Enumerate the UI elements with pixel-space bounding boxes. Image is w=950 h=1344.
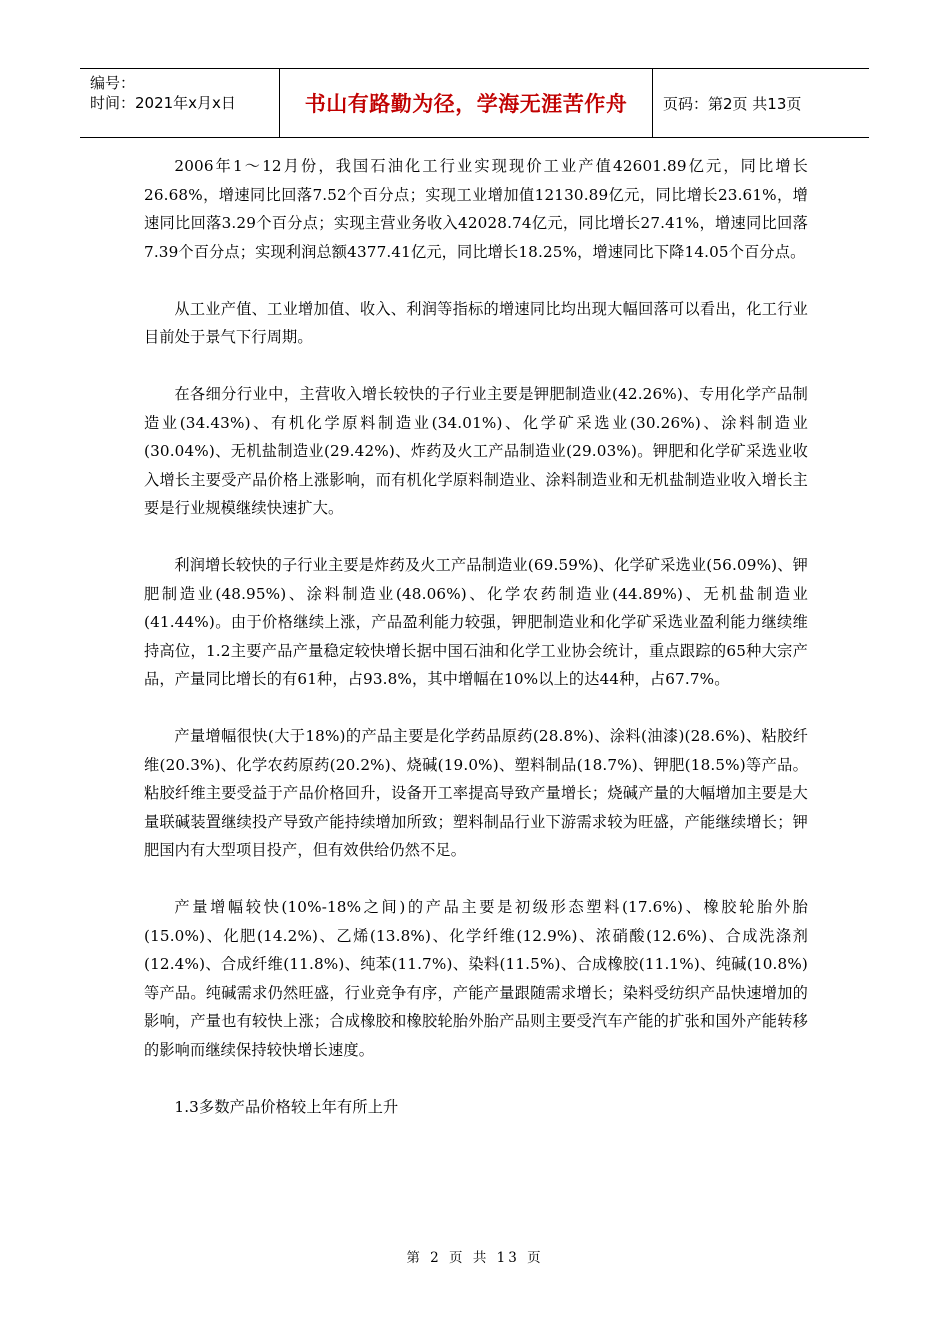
serial-label: 编号：: [90, 74, 136, 92]
header-motto: 书山有路勤为径，学海无涯苦作舟: [280, 69, 653, 137]
section-heading: 1.3多数产品价格较上年有所上升: [174, 1097, 399, 1116]
paragraph-2: 从工业产值、工业增加值、收入、利润等指标的增速同比均出现大幅回落可以看出，化工行业目前处于景气下行周期。: [144, 299, 808, 346]
paragraph-5: 产量增幅很快(大于18%)的产品主要是化学药品原药(28.8%)、涂料(油漆)(28.6%)、粘胶纤维(20.3%)、化学农药原药(20.2%)、烧碱(19.0%)、塑料制品(18.7%)、钾肥(18.5%)等产品。粘胶纤维主要受益于产品价格回升，设备开工率提高导致产量增长；烧碱产量的大幅增加主要是大量联碱装置继续投产导致产能持续增加所致；塑料制品行业下游需求较为旺盛，产能继续增长；钾肥国内有大型项目投产，但有效供给仍然不足。: [144, 727, 808, 859]
paragraph-3: 在各细分行业中，主营收入增长较快的子行业主要是钾肥制造业(42.26%)、专用化学产品制造业(34.43%)、有机化学原料制造业(34.01%)、化学矿采选业(30.26%)、涂料制造业(30.04%)、无机盐制造业(29.42%)、炸药及火工产品制造业(29.03%)。钾肥和化学矿采选业收入增长主要受产品价格上涨影响，而有机化学原料制造业、涂料制造业和无机盐制造业收入增长主要是行业规模继续快速扩大。: [144, 385, 808, 517]
document-body: [144, 152, 808, 1121]
page-header: [80, 68, 869, 138]
page-footer: 第 2 页 共 13 页: [406, 1250, 544, 1266]
header-meta: [80, 69, 280, 137]
paragraph-1: 2006年1～12月份，我国石油化工行业实现现价工业产值42601.89亿元，同比增长26.68%，增速同比回落7.52个百分点；实现工业增加值12130.89亿元，同比增长23.61%，增速同比回落3.29个百分点；实现主营业务收入42028.74亿元，同比增长27.41%，增速同比回落7.39个百分点；实现利润总额4377.41亿元，同比增长18.25%，增速同比下降14.05个百分点。: [144, 157, 808, 261]
date-label: 时间：2021年x月x日: [90, 94, 236, 112]
header-page-info: 页码：第2页 共13页: [663, 94, 802, 113]
paragraph-6: 产量增幅较快(10%-18%之间)的产品主要是初级形态塑料(17.6%)、橡胶轮胎外胎(15.0%)、化肥(14.2%)、乙烯(13.8%)、化学纤维(12.9%)、浓硝酸(12.6%)、合成洗涤剂(12.4%)、合成纤维(11.8%)、纯苯(11.7%)、染料(11.5%)、合成橡胶(11.1%)、纯碱(10.8%)等产品。纯碱需求仍然旺盛，行业竞争有序，产能产量跟随需求增长；染料受纺织产品快速增加的影响，产量也有较快上涨；合成橡胶和橡胶轮胎外胎产品则主要受汽车产能的扩张和国外产能转移的影响而继续保持较快增长速度。: [144, 898, 808, 1059]
paragraph-4: 利润增长较快的子行业主要是炸药及火工产品制造业(69.59%)、化学矿采选业(56.09%)、钾肥制造业(48.95%)、涂料制造业(48.06%)、化学农药制造业(44.89%)、无机盐制造业(41.44%)。由于价格继续上涨，产品盈利能力较强，钾肥制造业和化学矿采选业盈利能力继续维持高位，1.2主要产品产量稳定较快增长据中国石油和化学工业协会统计，重点跟踪的65种大宗产品，产量同比增长的有61种，占93.8%，其中增幅在10%以上的达44种，占67.7%。: [144, 556, 808, 688]
